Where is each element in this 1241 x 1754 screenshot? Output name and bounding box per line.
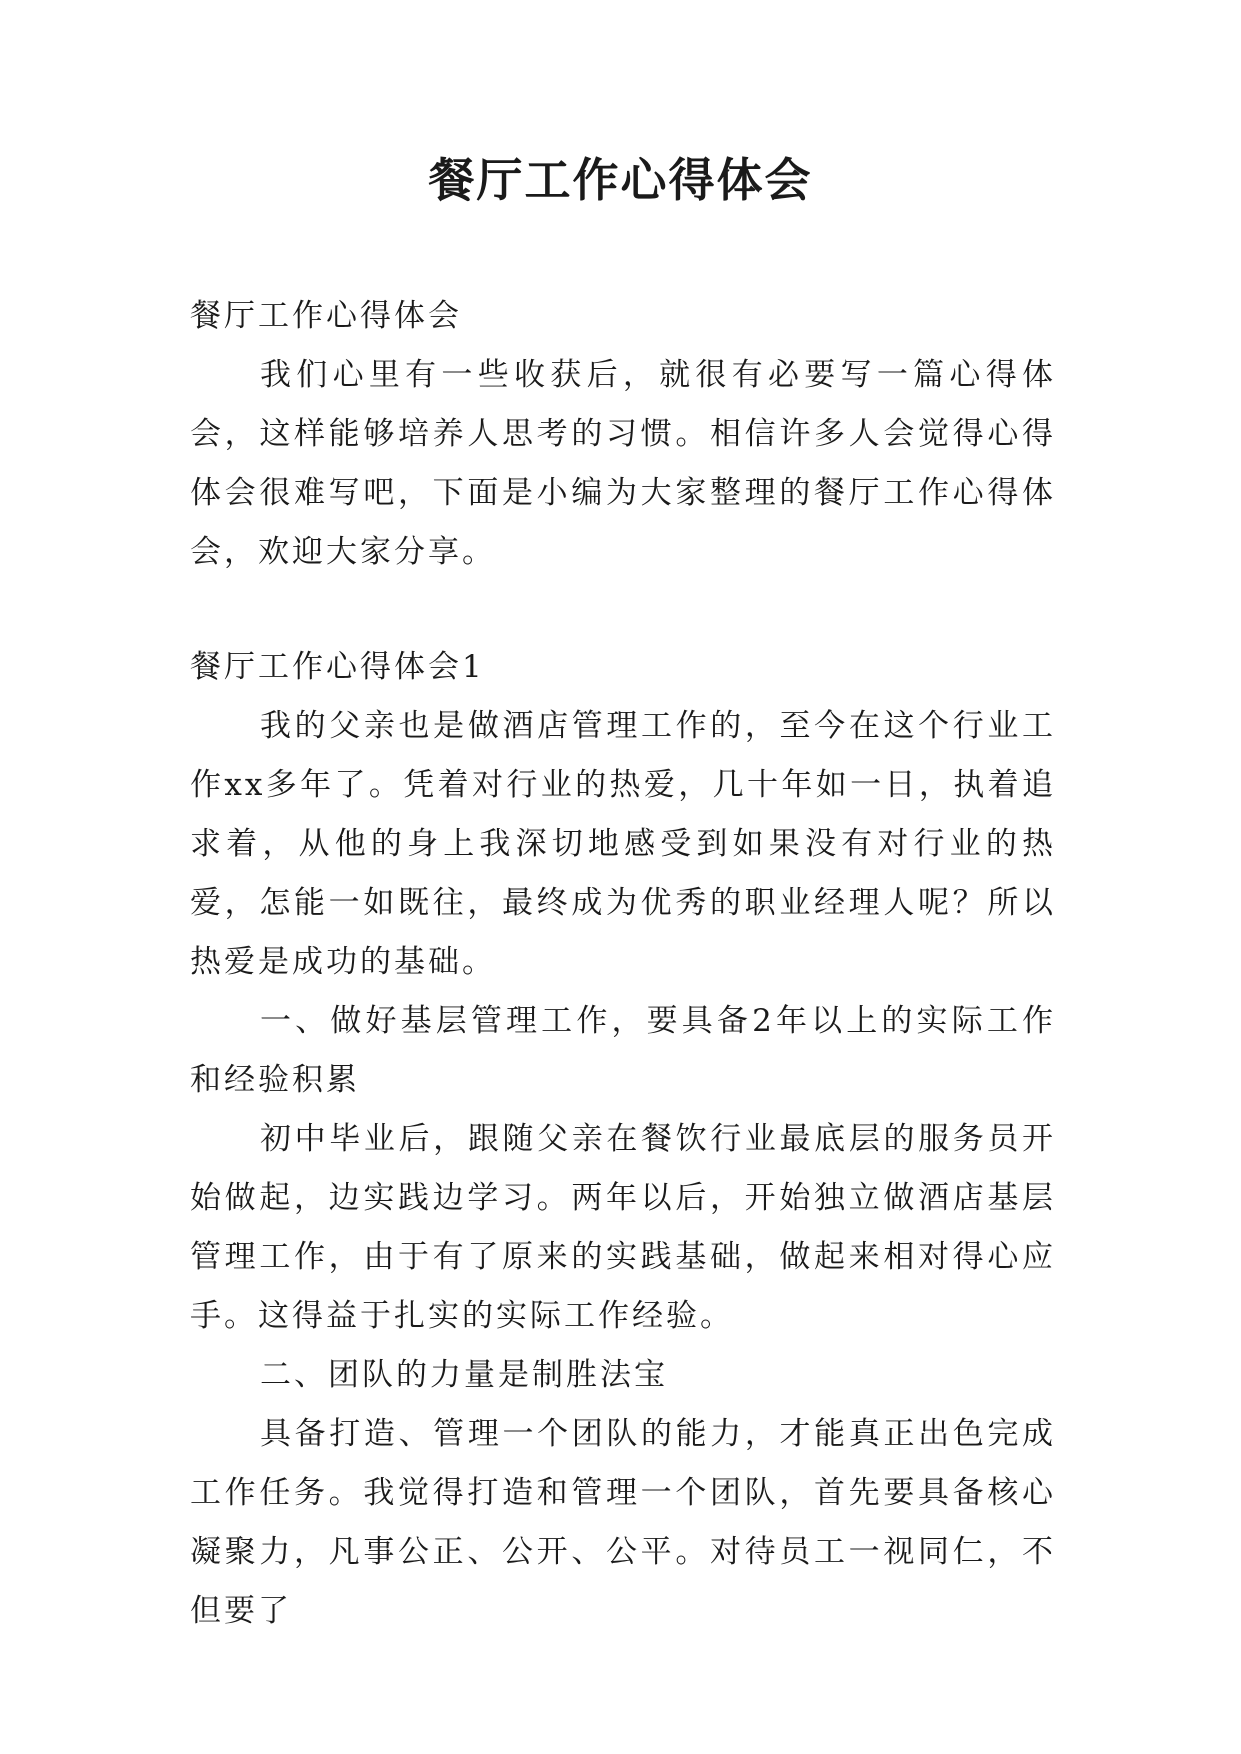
subheading: 一、做好基层管理工作，要具备2年以上的实际工作和经验积累: [190, 1003, 1056, 1098]
intro-paragraph: 我们心里有一些收获后，就很有必要写一篇心得体会，这样能够培养人思考的习惯。相信许多人会觉得心得体会很难写吧，下面是小编为大家整理的餐厅工作心得体会，欢迎大家分享。: [190, 357, 1056, 570]
body-paragraph: 我的父亲也是做酒店管理工作的，至今在这个行业工作xx多年了。凭着对行业的热爱，几十年如一日，执着追求着，从他的身上我深切地感受到如果没有对行业的热爱，怎能一如既往，最终成为优秀的职业经理人呢？所以热爱是成功的基础。: [190, 708, 1056, 980]
body-paragraph: 初中毕业后，跟随父亲在餐饮行业最底层的服务员开始做起，边实践边学习。两年以后，开始独立做酒店基层管理工作，由于有了原来的实践基础，做起来相对得心应手。这得益于扎实的实际工作经验。: [190, 1121, 1056, 1334]
document-title: 餐厅工作心得体会: [428, 153, 813, 207]
document-body: [190, 287, 1056, 1641]
section-spacer: [190, 582, 1056, 638]
intro-heading: 餐厅工作心得体会: [190, 298, 462, 334]
subheading: 二、团队的力量是制胜法宝: [260, 1357, 668, 1393]
section-heading: 餐厅工作心得体会1: [190, 649, 485, 685]
body-paragraph: 具备打造、管理一个团队的能力，才能真正出色完成工作任务。我觉得打造和管理一个团队，首先要具备核心凝聚力，凡事公正、公开、公平。对待员工一视同仁，不但要了: [190, 1416, 1056, 1629]
